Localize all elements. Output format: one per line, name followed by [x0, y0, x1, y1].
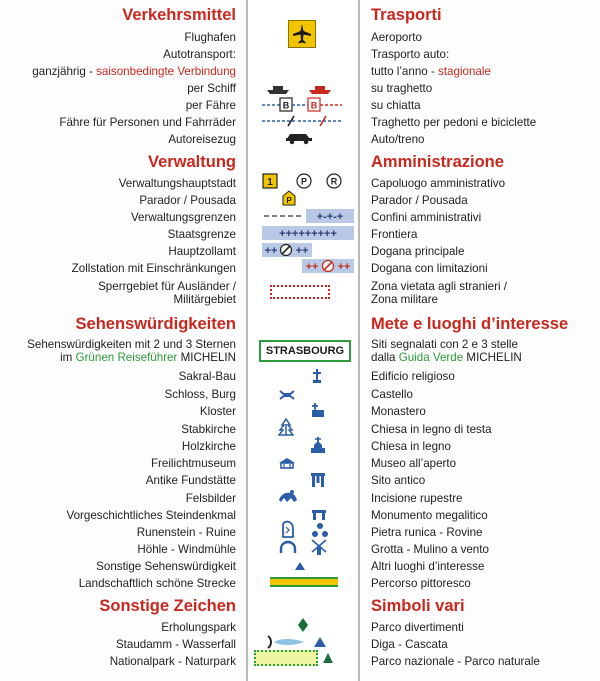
legend-row-ancient-site-de: Antike Fundstätte — [145, 474, 236, 487]
capital-number: 1 — [267, 177, 273, 188]
heading-sights-de: Sehenswürdigkeiten — [75, 315, 236, 333]
legend-row-restricted-customs-de: Zollstation mit Einschränkungen — [71, 262, 236, 275]
legend-row-other-sight-it: Altri luoghi d’interesse — [371, 560, 485, 573]
legend-row-monastery-it: Monastero — [371, 405, 426, 418]
michelin-de: MICHELIN — [177, 351, 236, 364]
legend-row-runestone-de: Runenstein - Ruine — [136, 526, 236, 539]
heading-transport-de: Verkehrsmittel — [122, 6, 236, 24]
legend-row-prohibited-b-it: Zona militare — [371, 293, 439, 306]
heading-administration-de: Verwaltung — [147, 153, 236, 171]
legend-row-religious-de: Sakral-Bau — [178, 370, 236, 383]
cave-icon — [279, 540, 297, 559]
legend-row-monastery-de: Kloster — [199, 405, 236, 418]
michelin-it: MICHELIN — [463, 351, 522, 364]
legend-row-open-air-museum-de: Freilichtmuseum — [150, 457, 236, 470]
heading-transport-it: Trasporti — [371, 6, 442, 24]
seasonal-text-a-it: tutto l’anno - — [371, 65, 439, 78]
legend-row-ancient-site-it: Sito antico — [371, 474, 426, 487]
windmill-icon — [310, 538, 328, 561]
legend-row-capital-de: Verwaltungshauptstadt — [118, 177, 236, 190]
wooden-church-icon — [310, 436, 326, 459]
legend-row-ferry-de: per Fähre — [185, 99, 236, 112]
airport-icon — [288, 20, 316, 48]
ferry-letter-b: B — [310, 100, 318, 111]
legend-row-parador-it: Parador / Pousada — [371, 194, 468, 207]
legend-row-wooden-church-it: Chiesa in legno — [371, 440, 451, 453]
svg-text:++: ++ — [295, 245, 309, 257]
legend-row-scenic-route-it: Percorso pittoresco — [371, 577, 471, 590]
legend-row-prohibited-a-de: Sperrgebiet für Ausländer / — [98, 280, 236, 293]
legend-row-prohibited-b-de: Militärgebiet — [173, 293, 236, 306]
legend-row-megalith-de: Vorgeschichtliches Steindenkmal — [66, 509, 236, 522]
legend-row-customs-it: Dogana principale — [371, 245, 465, 258]
legend-row-foot-ferry-de: Fähre für Personen und Fahrräder — [59, 116, 236, 129]
legend-row-parador-de: Parador / Pousada — [139, 194, 236, 207]
green-guide-de: Grünen Reiseführer — [75, 351, 178, 364]
legend-row-national-park-it: Parco nazionale - Parco naturale — [371, 655, 540, 668]
rock-carving-icon — [278, 488, 298, 509]
legend-row-ship-it: su traghetto — [371, 82, 433, 95]
parador-pin-icon — [282, 190, 296, 211]
legend-row-rock-carving-it: Incisione rupestre — [371, 492, 463, 505]
starred-prefix-it: dalla — [371, 351, 399, 364]
seasonal-text-b: saisonbedingte Verbindung — [96, 65, 236, 78]
heading-sights-it: Mete e luoghi d’interesse — [371, 315, 569, 333]
green-guide-it: Guida Verde — [398, 351, 464, 364]
starred-prefix: im — [60, 351, 76, 364]
legend-row-prohibited-a-it: Zona vietata agli stranieri / — [371, 280, 507, 293]
admin-capital-icon — [262, 172, 352, 195]
monastery-icon — [310, 402, 326, 423]
legend-row-rock-carving-de: Felsbilder — [185, 492, 236, 505]
legend-row-airport-it: Aeroporto — [371, 31, 422, 44]
legend-row-castle-it: Castello — [371, 388, 413, 401]
svg-text:++: ++ — [264, 245, 278, 257]
legend-row-stave-church-it: Chiesa in legno di testa — [371, 423, 492, 436]
other-sight-icon — [294, 558, 306, 576]
seasonal-text-a: ganzjährig - — [32, 65, 97, 78]
legend-row-restricted-customs-it: Dogana con limitazioni — [371, 262, 488, 275]
legend-row-open-air-museum-it: Museo all’aperto — [371, 457, 457, 470]
legend-row-starred-a-de: Sehenswürdigkeiten mit 2 und 3 Sternen — [27, 338, 236, 351]
legend-row-admin-borders-it: Confini amministrativi — [371, 211, 482, 224]
legend-row-other-sight-de: Sonstige Sehenswürdigkeit — [96, 560, 236, 573]
legend-row-scenic-route-de: Landschaftlich schöne Strecke — [78, 577, 236, 590]
legend-row-amusement-park-de: Erholungspark — [161, 621, 236, 634]
restricted-customs-icon — [302, 259, 354, 278]
svg-text:++: ++ — [305, 261, 319, 273]
legend-row-castle-de: Schloss, Burg — [164, 388, 236, 401]
pousada-letter: R — [330, 176, 338, 187]
legend-row-car-train-it: Auto/treno — [371, 133, 425, 146]
legend-row-seasonal-it — [371, 65, 491, 78]
legend-row-dam-it: Diga - Cascata — [371, 638, 448, 651]
legend-row-car-transport-de: Autotransport: — [163, 48, 236, 61]
legend-row-megalith-it: Monumento megalitico — [371, 509, 488, 522]
legend-row-cave-de: Höhle - Windmühle — [137, 543, 236, 556]
legend-row-cave-it: Grotta - Mulino a vento — [371, 543, 489, 556]
legend-row-customs-de: Hauptzollamt — [168, 245, 236, 258]
legend-row-foot-ferry-it: Traghetto per pedoni e biciclette — [371, 116, 537, 129]
scenic-route-icon — [270, 577, 338, 587]
svg-text:+++++++++: +++++++++ — [279, 228, 337, 240]
legend-row-ship-de: per Schiff — [187, 82, 236, 95]
legend-row-state-border-de: Staatsgrenze — [167, 228, 236, 241]
legend-row-airport-de: Flughafen — [184, 31, 236, 44]
svg-text:+-+-+: +-+-+ — [316, 211, 344, 223]
castle-icon — [279, 388, 295, 407]
ferry-letter-a: B — [282, 100, 290, 111]
prohibited-zone-icon — [270, 285, 330, 299]
legend-row-state-border-it: Frontiera — [371, 228, 418, 241]
national-park-icon — [254, 650, 318, 666]
city-label-box: STRASBOURG — [259, 340, 351, 362]
nature-park-icon — [322, 651, 334, 669]
legend-row-starred-b-de — [60, 351, 236, 364]
heading-misc-de: Sonstige Zeichen — [99, 597, 236, 615]
open-air-museum-icon — [278, 456, 296, 474]
stave-church-icon — [278, 418, 294, 441]
ancient-site-icon — [310, 472, 326, 493]
car-train-icon — [284, 129, 314, 150]
svg-text:++: ++ — [337, 261, 351, 273]
legend-row-car-transport-it: Trasporto auto: — [371, 48, 450, 61]
legend-row-religious-it: Edificio religioso — [371, 370, 455, 383]
legend-row-starred-a-it: Siti segnalati con 2 e 3 stelle — [371, 338, 518, 351]
parador-letter: P — [300, 176, 308, 187]
legend-row-wooden-church-de: Holzkirche — [181, 440, 236, 453]
legend-row-dam-de: Staudamm - Wasserfall — [115, 638, 236, 651]
legend-row-amusement-park-it: Parco divertimenti — [371, 621, 464, 634]
legend-row-ferry-it: su chiatta — [371, 99, 421, 112]
legend-row-car-train-de: Autoreisezug — [168, 133, 236, 146]
heading-misc-it: Simboli vari — [371, 597, 465, 615]
heading-administration-it: Amministrazione — [371, 153, 504, 171]
legend-row-stave-church-de: Stabkirche — [181, 423, 236, 436]
legend-row-starred-b-it — [371, 351, 522, 364]
religious-building-icon — [310, 368, 324, 389]
legend-row-runestone-it: Pietra runica - Rovine — [371, 526, 483, 539]
seasonal-text-b-it: stagionale — [438, 65, 491, 78]
pin-letter: P — [286, 196, 292, 205]
legend-row-national-park-de: Nationalpark - Naturpark — [109, 655, 236, 668]
legend-row-admin-borders-de: Verwaltungsgrenzen — [130, 211, 236, 224]
legend-row-capital-it: Capoluogo amministrativo — [371, 177, 506, 190]
legend-row-seasonal-de — [32, 65, 236, 78]
